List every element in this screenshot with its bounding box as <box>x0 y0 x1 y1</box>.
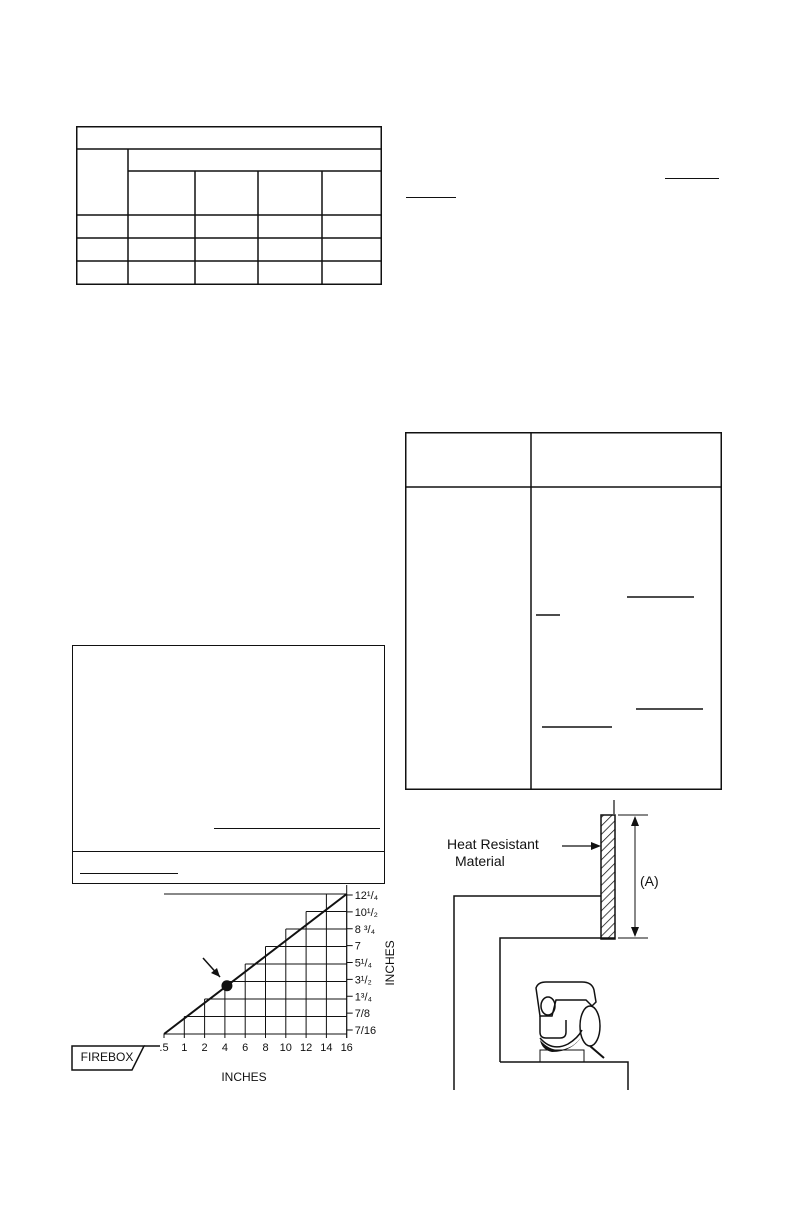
y-tick-label: 7/16 <box>354 1025 377 1037</box>
clearance-chart <box>60 885 400 1095</box>
y-axis-label: INCHES <box>383 940 397 986</box>
x-tick-label: 2 <box>201 1042 208 1054</box>
x-tick-label: 16 <box>340 1042 353 1054</box>
spec-table <box>76 126 382 285</box>
x-tick-label: 6 <box>242 1042 249 1054</box>
mantel-outline <box>454 896 601 1090</box>
highlight-point <box>221 980 232 991</box>
y-tick-label: 3¹/₂ <box>354 974 372 987</box>
x-tick-label: 12 <box>299 1042 313 1054</box>
y-tick-label: 8 ³/₄ <box>354 923 376 936</box>
y-tick-label: 5¹/₄ <box>354 957 373 970</box>
underline-mark <box>406 197 456 198</box>
chart-grid <box>164 885 347 1038</box>
material-label: Material <box>455 853 505 869</box>
y-tick-label: 10¹/₂ <box>354 906 378 919</box>
x-tick-label: 10 <box>279 1042 292 1054</box>
dimension-label: (A) <box>640 873 659 889</box>
label-arrow-head <box>591 842 601 850</box>
clearance-chart-svg <box>60 885 400 1095</box>
y-tick-label: 7/8 <box>354 1008 370 1021</box>
hearth-outline <box>500 1062 628 1090</box>
spec-table-grid <box>76 126 382 285</box>
fireplace-figure <box>440 800 680 1100</box>
x-axis-label: INCHES <box>221 1070 267 1084</box>
x-tick-label: 8 <box>262 1042 269 1054</box>
underline-mark <box>72 851 385 852</box>
y-tick-label: 1³/₄ <box>354 991 373 1004</box>
dim-arrow-top <box>631 816 639 826</box>
x-tick-labels <box>159 1042 352 1054</box>
heat-resistant-material <box>601 815 615 939</box>
y-tick-label: 12¹/₄ <box>354 890 379 902</box>
x-tick-label: .5 <box>159 1042 169 1054</box>
x-tick-label: 4 <box>221 1042 228 1054</box>
clearance-table <box>405 432 722 790</box>
y-tick-label: 7 <box>354 940 361 953</box>
clearance-table-grid <box>405 432 722 790</box>
underline-mark <box>665 178 719 179</box>
y-tick-labels <box>347 890 379 1037</box>
x-tick-label: 1 <box>181 1042 188 1054</box>
underline-mark <box>80 873 178 874</box>
heat-resistant-label: Heat Resistant <box>447 836 539 852</box>
heater-stand <box>540 1050 584 1062</box>
notice-box <box>72 645 385 884</box>
fireplace-figure-svg <box>440 800 680 1100</box>
underline-mark <box>214 828 380 829</box>
firebox-label: FIREBOX <box>80 1050 134 1064</box>
dim-arrow-bottom <box>631 927 639 937</box>
x-tick-label: 14 <box>320 1042 333 1054</box>
